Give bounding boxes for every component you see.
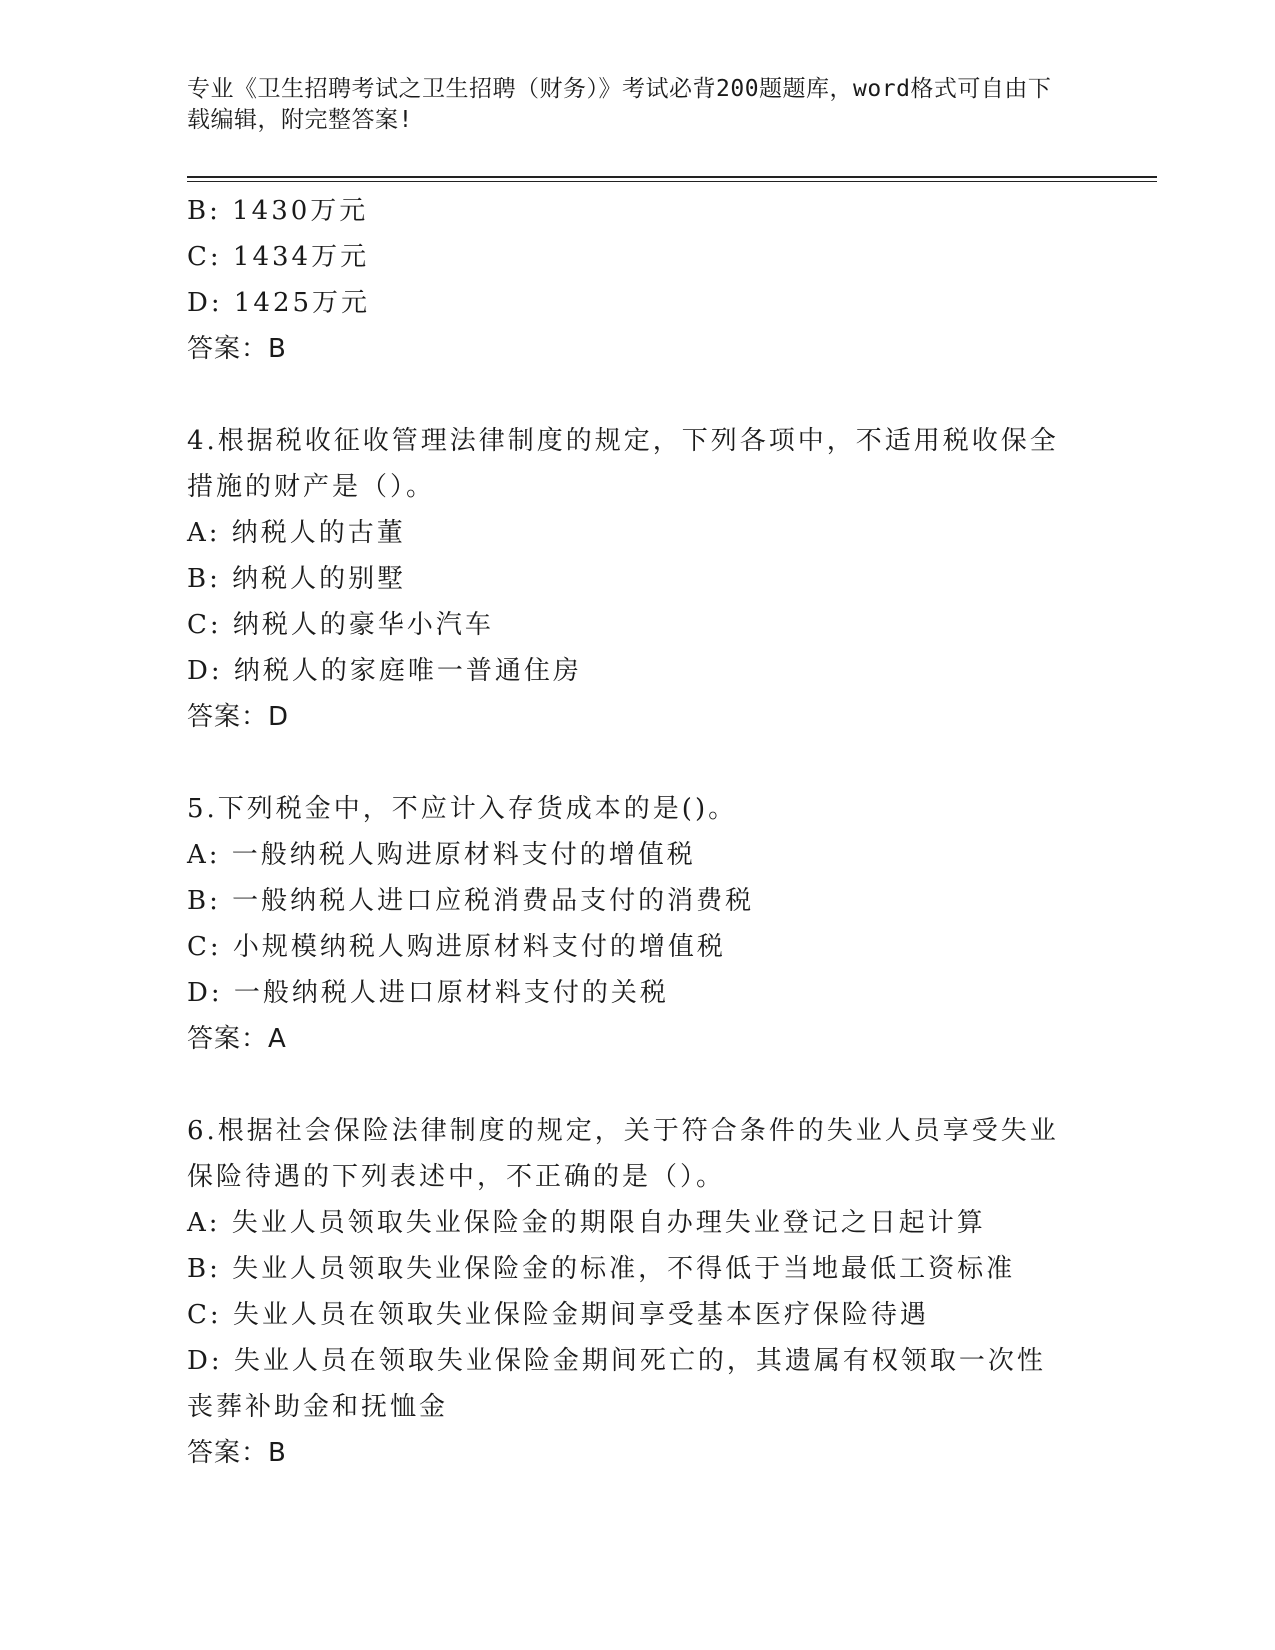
option: C: 失业人员在领取失业保险金期间享受基本医疗保险待遇 — [187, 1300, 929, 1330]
document-header: 专业《卫生招聘考试之卫生招聘（财务）》考试必背200题题库，word格式可自由下载编辑，附完整答案! — [187, 76, 1052, 133]
header-rule-thick — [187, 176, 1157, 178]
question-stem: 4.根据税收征收管理法律制度的规定，下列各项中，不适用税收保全措施的财产是（）。 — [187, 426, 1059, 502]
question-6 — [187, 1108, 1087, 1476]
continued-question — [187, 188, 1087, 372]
question-stem: 5.下列税金中，不应计入存货成本的是()。 — [187, 794, 738, 824]
option: D: 纳税人的家庭唯一普通住房 — [187, 656, 582, 686]
option: D: 1425万元 — [187, 288, 371, 318]
option: D: 一般纳税人进口原材料支付的关税 — [187, 978, 669, 1008]
question-5 — [187, 786, 1087, 1062]
option: B: 失业人员领取失业保险金的标准，不得低于当地最低工资标准 — [187, 1254, 1016, 1284]
question-stem: 6.根据社会保险法律制度的规定，关于符合条件的失业人员享受失业保险待遇的下列表述中，不正确的是（）。 — [187, 1116, 1059, 1192]
answer: 答案：D — [187, 702, 290, 732]
question-content — [187, 188, 1087, 1476]
spacer — [187, 1062, 1087, 1108]
option: D: 失业人员在领取失业保险金期间死亡的，其遗属有权领取一次性丧葬补助金和抚恤金 — [187, 1346, 1046, 1422]
header-rule-thin — [187, 181, 1157, 182]
question-4 — [187, 418, 1087, 740]
answer: 答案：B — [187, 334, 287, 364]
spacer — [187, 740, 1087, 786]
answer: 答案：B — [187, 1438, 287, 1468]
option: A: 纳税人的古董 — [187, 518, 406, 548]
option: A: 失业人员领取失业保险金的期限自办理失业登记之日起计算 — [187, 1208, 986, 1238]
option: C: 小规模纳税人购进原材料支付的增值税 — [187, 932, 726, 962]
option: C: 1434万元 — [187, 242, 370, 272]
option: A: 一般纳税人购进原材料支付的增值税 — [187, 840, 696, 870]
answer: 答案：A — [187, 1024, 287, 1054]
spacer — [187, 372, 1087, 418]
option: B: 1430万元 — [187, 196, 369, 226]
option: B: 纳税人的别墅 — [187, 564, 407, 594]
option: C: 纳税人的豪华小汽车 — [187, 610, 494, 640]
option: B: 一般纳税人进口应税消费品支付的消费税 — [187, 886, 755, 916]
